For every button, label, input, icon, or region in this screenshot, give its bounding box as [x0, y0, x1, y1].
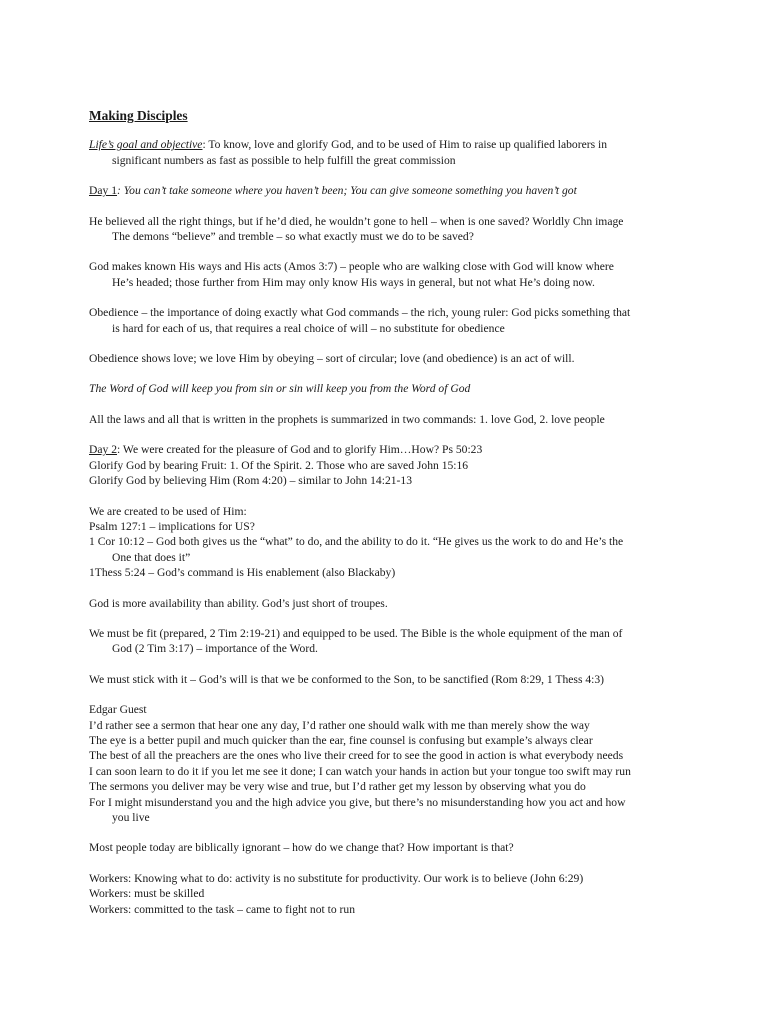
paragraph-ways: [89, 259, 689, 290]
poem-line: The eye is a better pupil and much quicker than the ear, fine counsel is confusing but example’s always clear: [89, 733, 593, 747]
goal-text: : To know, love and glorify God, and to be used of Him to raise up qualified laborers in: [202, 138, 608, 152]
day1-text: : You can’t take someone where you haven’t been; You can give someone something you haven’t got: [117, 184, 577, 198]
goal-label: Life’s goal and objective: [89, 138, 203, 152]
document-body: [89, 108, 689, 932]
poem-line: you live: [112, 811, 150, 824]
text-line: Workers: Knowing what to do: activity is no substitute for productivity. Our work is to believe (John 6:29): [89, 871, 584, 885]
paragraph-ignorant: Most people today are biblically ignorant – how do we change that? How important is that?: [89, 841, 514, 855]
paragraph-availability: God is more availability than ability. God’s just short of troupes.: [89, 596, 388, 610]
text-line: Workers: committed to the task – came to fight not to run: [89, 902, 355, 916]
paragraph-laws: All the laws and all that is written in the prophets is summarized in two commands: 1. love God, 2. love people: [89, 412, 605, 426]
text-line: The demons “believe” and tremble – so what exactly must we do to be saved?: [112, 230, 474, 244]
paragraph-workers: [89, 871, 689, 917]
text-line: God (2 Tim 3:17) – importance of the Word.: [112, 642, 318, 656]
paragraph-day1: [89, 183, 689, 198]
poem-line: I can soon learn to do it if you let me see it done; I can watch your hands in action but your tongue too swift may run: [89, 764, 631, 778]
text-line: He believed all the right things, but if he’d died, he wouldn’t gone to hell – when is one saved? Worldly Chn image: [89, 214, 624, 228]
text-line: We must be fit (prepared, 2 Tim 2:19-21) and equipped to be used. The Bible is the whole equipment of the man of: [89, 626, 623, 640]
text-line: 1Thess 5:24 – God’s command is His enablement (also Blackaby): [89, 566, 396, 580]
page-title: Making Disciples: [89, 108, 188, 123]
goal-continuation: significant numbers as fast as possible to help fulfill the great commission: [112, 153, 456, 167]
text-line: Glorify God by believing Him (Rom 4:20) – similar to John 14:21-13: [89, 474, 412, 488]
text-line: One that does it”: [112, 550, 191, 564]
paragraph-created: [89, 504, 689, 581]
text-line: God makes known His ways and His acts (Amos 3:7) – people who are walking close with God will know where: [89, 260, 614, 274]
paragraph-obedience: [89, 305, 689, 336]
text-line: Obedience – the importance of doing exactly what God commands – the rich, young ruler: God picks something that: [89, 306, 631, 320]
day2-label: Day 2: [89, 443, 118, 457]
poem-line: The best of all the preachers are the ones who live their creed for to see the good in action is what everybody needs: [89, 749, 624, 763]
text-line: He’s headed; those further from Him may only know His ways in general, but not what He’s doing now.: [112, 275, 595, 289]
paragraph-fit: [89, 626, 689, 657]
day2-text: : We were created for the pleasure of God and to glorify Him…How? Ps 50:23: [117, 443, 483, 457]
text-line: Workers: must be skilled: [89, 887, 205, 901]
poem-edgar-guest: [89, 702, 689, 825]
text-line: Psalm 127:1 – implications for US?: [89, 519, 255, 533]
paragraph-day2: [89, 442, 689, 488]
poem-line: I’d rather see a sermon that hear one any day, I’d rather one should walk with me than merely show the way: [89, 718, 590, 732]
day1-label: Day 1: [89, 184, 118, 198]
text-line: We are created to be used of Him:: [89, 504, 247, 518]
paragraph-believed: [89, 214, 689, 245]
paragraph-stick: We must stick with it – God’s will is that we be conformed to the Son, to be sanctified (Rom 8:29, 1 Thess 4:3): [89, 672, 605, 686]
text-line: 1 Cor 10:12 – God both gives us the “what” to do, and the ability to do it. “He gives us the work to do and He’s the: [89, 535, 624, 549]
text-line: Glorify God by bearing Fruit: 1. Of the Spirit. 2. Those who are saved John 15:16: [89, 458, 469, 472]
paragraph-goal: [89, 137, 689, 168]
poem-line: For I might misunderstand you and the high advice you give, but there’s no misunderstanding how you act and how: [89, 795, 626, 809]
poem-line: The sermons you deliver may be very wise and true, but I’d rather get my lesson by observing what you do: [89, 780, 586, 794]
paragraph-word-of-god: The Word of God will keep you from sin or sin will keep you from the Word of God: [89, 382, 471, 396]
text-line: is hard for each of us, that requires a real choice of will – no substitute for obedience: [112, 321, 505, 335]
poem-author: Edgar Guest: [89, 703, 147, 717]
paragraph-obedience-love: Obedience shows love; we love Him by obeying – sort of circular; love (and obedience) is an act of will.: [89, 352, 575, 366]
